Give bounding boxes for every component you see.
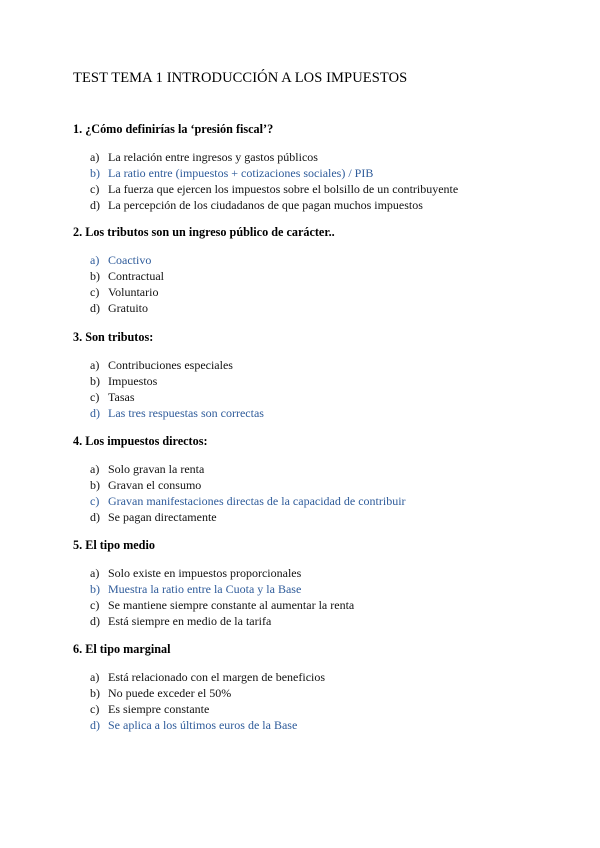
- option-letter: a): [90, 150, 100, 164]
- option-text: Las tres respuestas son correctas: [108, 406, 264, 420]
- options-list-4: [90, 461, 406, 525]
- option-2d: [90, 300, 164, 316]
- option-text: Se mantiene siempre constante al aumentar la renta: [108, 598, 355, 612]
- option-4d: [90, 509, 406, 525]
- option-5a: [90, 565, 354, 581]
- option-4b: [90, 477, 406, 493]
- question-6: 6. El tipo marginal: [73, 642, 171, 656]
- question-1: 1. ¿Cómo definirías la ‘presión fiscal’?: [73, 122, 274, 136]
- option-text: No puede exceder el 50%: [108, 686, 232, 700]
- options-list-1: [90, 149, 458, 213]
- option-letter: a): [90, 253, 100, 267]
- option-5b-correct: [90, 581, 354, 597]
- option-letter: d): [90, 301, 100, 315]
- option-5c: [90, 597, 354, 613]
- option-letter: b): [90, 166, 100, 180]
- option-text: Gravan el consumo: [108, 478, 202, 492]
- option-letter: d): [90, 614, 100, 628]
- option-3c: [90, 389, 264, 405]
- option-text: Gratuito: [108, 301, 148, 315]
- option-letter: a): [90, 670, 100, 684]
- option-text: Voluntario: [108, 285, 159, 299]
- option-letter: b): [90, 269, 100, 283]
- option-6a: [90, 669, 325, 685]
- option-2c: [90, 284, 164, 300]
- option-letter: c): [90, 702, 100, 716]
- option-text: Está relacionado con el margen de beneficios: [108, 670, 326, 684]
- option-6b: [90, 685, 325, 701]
- options-list-6: [90, 669, 325, 733]
- option-4a: [90, 461, 406, 477]
- option-text: Tasas: [108, 390, 135, 404]
- option-3b: [90, 373, 264, 389]
- option-text: Gravan manifestaciones directas de la capacidad de contribuir: [108, 494, 406, 508]
- option-text: Se aplica a los últimos euros de la Base: [108, 718, 298, 732]
- option-4c-correct: [90, 493, 406, 509]
- question-2: 2. Los tributos son un ingreso público de carácter..: [73, 225, 335, 239]
- option-letter: d): [90, 718, 100, 732]
- option-text: Contribuciones especiales: [108, 358, 233, 372]
- option-letter: c): [90, 494, 100, 508]
- option-5d: [90, 613, 354, 629]
- question-3: 3. Son tributos:: [73, 330, 154, 344]
- options-list-2: [90, 252, 164, 316]
- option-6d-correct: [90, 717, 325, 733]
- option-letter: b): [90, 582, 100, 596]
- option-letter: d): [90, 406, 100, 420]
- option-text: La fuerza que ejercen los impuestos sobre el bolsillo de un contribuyente: [108, 182, 459, 196]
- options-list-5: [90, 565, 354, 629]
- option-text: Muestra la ratio entre la Cuota y la Base: [108, 582, 302, 596]
- option-text: Solo existe en impuestos proporcionales: [108, 566, 302, 580]
- option-6c: [90, 701, 325, 717]
- option-text: La relación entre ingresos y gastos públicos: [108, 150, 318, 164]
- option-letter: d): [90, 198, 100, 212]
- option-letter: d): [90, 510, 100, 524]
- option-text: Coactivo: [108, 253, 152, 267]
- document-title: TEST TEMA 1 INTRODUCCIÓN A LOS IMPUESTOS: [73, 70, 408, 86]
- question-4: 4. Los impuestos directos:: [73, 434, 208, 448]
- option-1d: [90, 197, 458, 213]
- option-letter: a): [90, 462, 100, 476]
- option-text: Es siempre constante: [108, 702, 210, 716]
- option-1a: [90, 149, 458, 165]
- option-letter: b): [90, 686, 100, 700]
- option-3d-correct: [90, 405, 264, 421]
- options-list-3: [90, 357, 264, 421]
- option-2b: [90, 268, 164, 284]
- option-2a-correct: [90, 252, 164, 268]
- option-letter: b): [90, 374, 100, 388]
- option-letter: b): [90, 478, 100, 492]
- option-letter: a): [90, 566, 100, 580]
- option-text: La percepción de los ciudadanos de que pagan muchos impuestos: [108, 198, 423, 212]
- option-letter: c): [90, 598, 100, 612]
- option-text: La ratio entre (impuestos + cotizaciones sociales) / PIB: [108, 166, 374, 180]
- option-3a: [90, 357, 264, 373]
- option-letter: c): [90, 285, 100, 299]
- option-letter: c): [90, 182, 100, 196]
- option-letter: a): [90, 358, 100, 372]
- option-text: Impuestos: [108, 374, 158, 388]
- option-1b-correct: [90, 165, 458, 181]
- option-text: Se pagan directamente: [108, 510, 217, 524]
- option-letter: c): [90, 390, 100, 404]
- option-text: Contractual: [108, 269, 164, 283]
- question-5: 5. El tipo medio: [73, 538, 155, 552]
- option-text: Está siempre en medio de la tarifa: [108, 614, 272, 628]
- option-text: Solo gravan la renta: [108, 462, 205, 476]
- option-1c: [90, 181, 458, 197]
